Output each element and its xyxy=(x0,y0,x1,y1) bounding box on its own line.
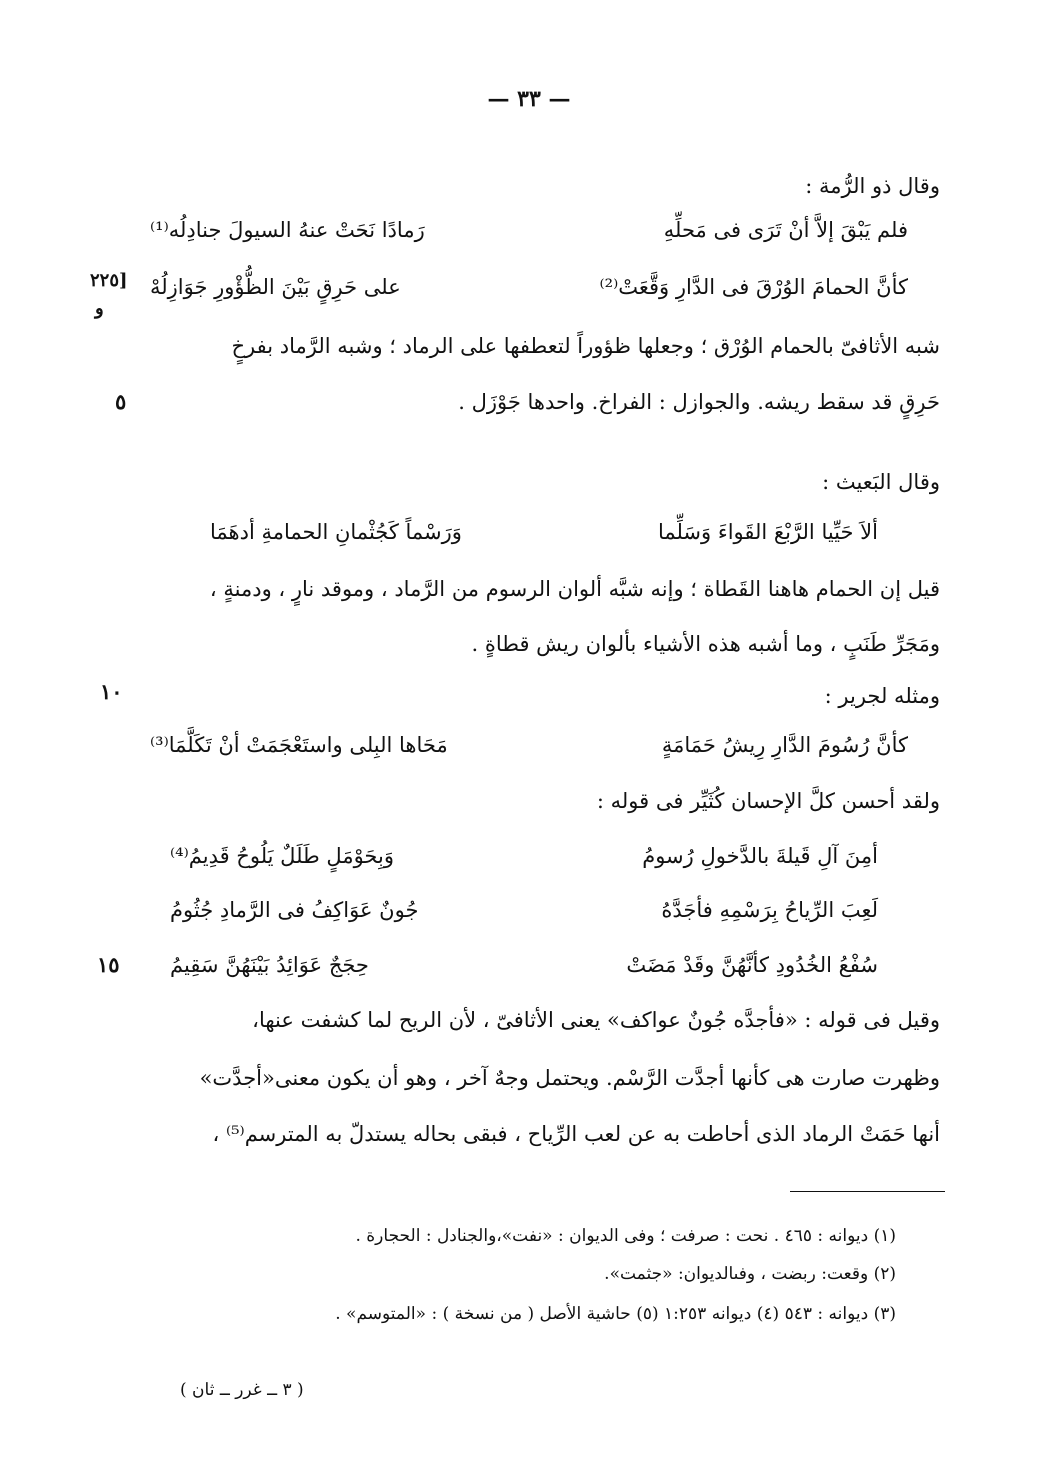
verse-line xyxy=(150,725,908,765)
commentary-line: وقيل فى قوله : «فأجدَّه جُونٌ عواكف» يعنى الأثافىّ ، لأن الريح لما كشفت عنها، xyxy=(252,1008,940,1032)
manuscript-folio-side: و xyxy=(95,298,104,319)
verse-first-hemistich: أمِنَ آلِ قَيلةَ بالدَّخولِ رُسومُ xyxy=(642,844,878,868)
footnote-3-4-5: (٣) ديوانه : ٥٤٣ (٤) ديوانه ١:٢٥٣ (٥) حاشية الأصل ( من نسخة ) : «المتوسم» . xyxy=(335,1304,896,1324)
verse-first-hemistich: كأنَّ الحمامَ الوُرْقَ فى الدَّارِ وَقَّعَتْ⁽²⁾ xyxy=(599,275,908,299)
manuscript-folio-reference: [٢٢٥ xyxy=(90,270,128,291)
verse-first-hemistich: ألاَ حَيِّيا الرَّبْعَ القَواءَ وَسَلِّما xyxy=(657,520,878,544)
verse-second-hemistich: رَمادًا نَحَتْ عنهُ السيولَ جنادِلُه⁽¹⁾ xyxy=(150,218,425,242)
commentary-line: ومَجَرِّ طَنَبٍ ، وما أشبه هذه الأشياء بألوان ريش قطاةٍ . xyxy=(471,632,940,656)
verse-first-hemistich: كأنَّ رُسُومَ الدَّارِ رِيشُ حَمَامَةٍ xyxy=(661,733,908,757)
section-intro-jarir: ومثله لجرير : xyxy=(824,684,940,708)
verse-second-hemistich: وَبِحَوْمَلٍ طَلَلٌ يَلُوحُ قَدِيمُ⁽⁴⁾ xyxy=(170,844,394,868)
footnote-2: (٢) وقعت: ربضت ، وفىالديوان: «جثمت». xyxy=(604,1264,896,1284)
verse-line xyxy=(170,890,878,930)
section-intro-albaith: وقال البَعيث : xyxy=(822,470,940,494)
section-intro-kuthayyir: ولقد أحسن كلَّ الإحسان كُثَيِّر فى قوله : xyxy=(596,789,940,813)
commentary-line: حَرِقٍ قد سقط ريشه. والجوازل : الفراخ. واحدها جَوْزَل . xyxy=(458,390,940,414)
verse-second-hemistich: جُونٌ عَوَاكِفُ فى الرَّمادِ جُثُومُ xyxy=(170,898,419,922)
verse-second-hemistich: مَحَاها البِلى واستَعْجَمَتْ أنْ تَكَلَّمَا⁽³⁾ xyxy=(150,733,448,757)
commentary-line: أنها حَمَتْ الرماد الذى أحاطت به عن لعب الرِّياح ، فبقى بحاله يستدلّ به المترسم⁽⁵⁾ ، xyxy=(212,1122,940,1146)
page-number-header: — ٣٣ — xyxy=(487,86,571,112)
verse-line xyxy=(150,267,908,307)
verse-line xyxy=(170,836,878,876)
footnote-separator xyxy=(790,1191,945,1192)
commentary-line: قيل إن الحمام هاهنا القَطاة ؛ وإنه شبَّه ألوان الرسوم من الرَّماد ، وموقد نارٍ ، ودمنةٍ ، xyxy=(209,577,940,601)
verse-second-hemistich: وَرَسْماً كَجُثْمانِ الحمامةِ أدهَمَا xyxy=(210,520,462,544)
line-number-15: ١٥ xyxy=(97,952,120,977)
verse-first-hemistich: فلم يَبْقَ إلاَّ أنْ تَرَى فى مَحلِّهِ xyxy=(663,218,908,242)
verse-line xyxy=(210,512,878,552)
verse-second-hemistich: حِجَجٌ عَوَائِدُ بَيْنَهُنَّ سَقِيمُ xyxy=(170,953,369,977)
line-number-5: ٥ xyxy=(115,389,127,414)
section-intro-dhu-alrumma: وقال ذو الرُّمة : xyxy=(805,174,940,198)
verse-line xyxy=(170,945,878,985)
printer-signature-mark: ( ٣ ــ غرر ــ ثان ) xyxy=(180,1380,304,1400)
commentary-line: شبه الأثافىّ بالحمام الوُرْق ؛ وجعلها ظؤوراً لتعطفها على الرماد ؛ وشبه الرَّماد بفرخٍ xyxy=(231,334,940,358)
commentary-line: وظهرت صارت هى كأنها أجدَّت الرَّسْم. ويحتمل وجهٌ آخر ، وهو أن يكون معنى«أجدَّت» xyxy=(199,1066,940,1090)
line-number-10: ١٠ xyxy=(100,679,123,704)
verse-first-hemistich: سُفْعُ الخُدُودِ كأنَّهُنَّ وقَدْ مَضَتْ xyxy=(626,953,878,977)
verse-second-hemistich: على حَرِقٍ بَيْنَ الظُّؤْورِ جَوَازِلُهْ xyxy=(150,275,401,299)
verse-first-hemistich: لَعِبَ الرِّياحُ بِرَسْمِهِ فأجَدَّهُ xyxy=(661,898,878,922)
verse-line xyxy=(150,210,908,250)
footnote-1: (١) ديوانه : ٤٦٥ . نحت : صرفت ؛ وفى الديوان : «نفت»،والجنادل : الحجارة . xyxy=(355,1226,896,1246)
